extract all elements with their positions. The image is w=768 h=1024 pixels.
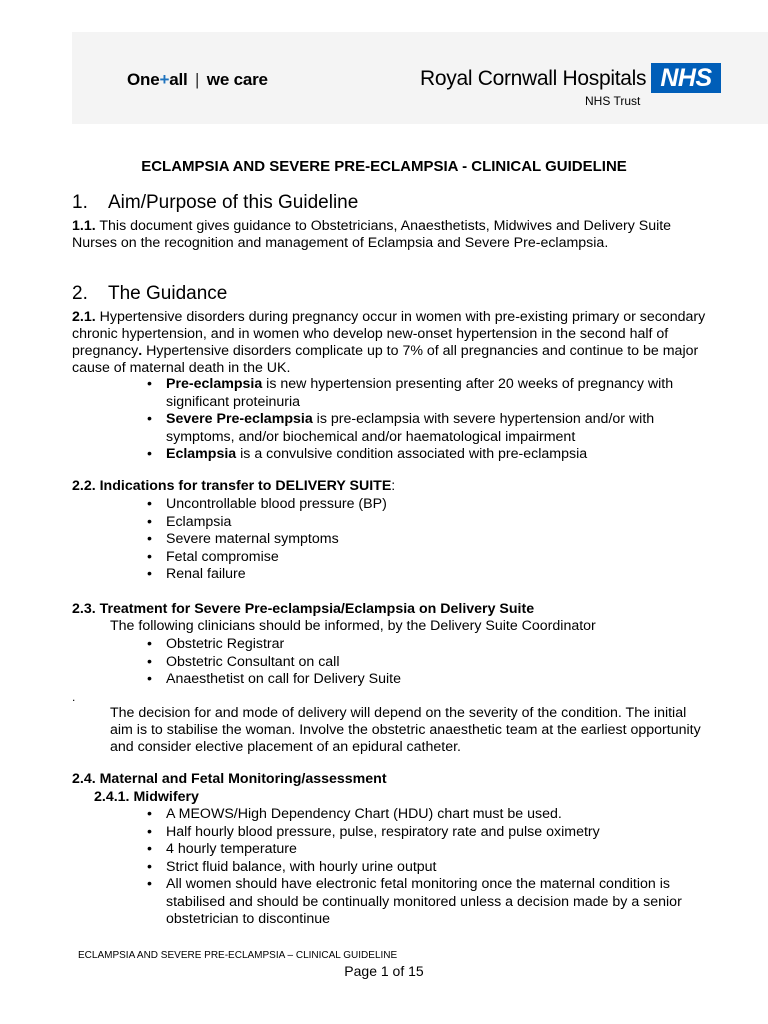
paragraph-text: This document gives guidance to Obstetricians, Anaesthetists, Midwives and Delivery Suite Nurses on the recognition and management of Eclampsia and Severe Pre-eclampsia. bbox=[72, 218, 672, 251]
list-item: • Anaesthetist on call for Delivery Suite bbox=[147, 671, 707, 689]
list-item: • Renal failure bbox=[147, 566, 707, 584]
definitions-list bbox=[147, 376, 707, 464]
list-item bbox=[147, 376, 707, 411]
clinicians-list bbox=[147, 636, 707, 689]
definition-term: Eclampsia bbox=[166, 446, 237, 462]
list-item bbox=[147, 411, 707, 446]
definition-text: is a convulsive condition associated with pre-eclampsia bbox=[236, 446, 588, 462]
org-subtitle: NHS Trust bbox=[585, 94, 641, 108]
list-item: • Fetal compromise bbox=[147, 549, 707, 567]
paragraph-1-1 bbox=[72, 218, 712, 252]
subsection-2-4-heading bbox=[72, 771, 387, 788]
trust-tagline bbox=[127, 70, 268, 90]
list-item: • Obstetric Registrar bbox=[147, 636, 707, 654]
tagline-plus: + bbox=[159, 70, 170, 89]
list-item: • Obstetric Consultant on call bbox=[147, 654, 707, 672]
subsection-title: 2.2. Indications for transfer to DELIVERY SUITE bbox=[72, 478, 392, 494]
tagline-all: all bbox=[169, 70, 188, 89]
section-1-number: 1. bbox=[72, 192, 88, 213]
section-2-title: The Guidance bbox=[108, 283, 228, 304]
subsection-2-4-1-heading bbox=[94, 789, 199, 806]
tagline-separator: | bbox=[195, 70, 200, 89]
subsection-2-3-intro: The following clinicians should be informed, by the Delivery Suite Coordinator bbox=[110, 618, 596, 634]
tagline-we-care: we care bbox=[206, 70, 268, 89]
document-title: ECLAMPSIA AND SEVERE PRE-ECLAMPSIA - CLINICAL GUIDELINE bbox=[141, 158, 627, 175]
footer-document-title: ECLAMPSIA AND SEVERE PRE-ECLAMPSIA – CLINICAL GUIDELINE bbox=[78, 950, 398, 961]
transfer-indications-list bbox=[147, 496, 707, 584]
paragraph-number: 2.1. bbox=[72, 309, 96, 325]
list-item bbox=[147, 446, 707, 464]
subsection-2-2-heading bbox=[72, 478, 395, 495]
midwifery-monitoring-list bbox=[147, 806, 707, 929]
nhs-logo: NHS bbox=[651, 63, 721, 93]
colon: : bbox=[391, 478, 396, 494]
list-item: • Strict fluid balance, with hourly urine output bbox=[147, 859, 707, 877]
org-name: Royal Cornwall Hospitals bbox=[420, 67, 647, 90]
paragraph-2-1 bbox=[72, 309, 717, 377]
definition-term: Pre-eclampsia bbox=[166, 376, 263, 392]
subsection-title: 2.3. Treatment for Severe Pre-eclampsia/Eclampsia on Delivery Suite bbox=[72, 601, 535, 617]
subsection-title: 2.4. Maternal and Fetal Monitoring/assessment bbox=[72, 771, 387, 787]
definition-term: Severe Pre-eclampsia bbox=[166, 411, 313, 427]
list-item: • Severe maternal symptoms bbox=[147, 531, 707, 549]
list-item: • All women should have electronic fetal monitoring once the maternal condition is stabilised and should be continually monitored unless a decision made by a senior obstetrician to discontinue bbox=[147, 876, 707, 929]
section-1-heading bbox=[72, 192, 358, 214]
list-item: • Uncontrollable blood pressure (BP) bbox=[147, 496, 707, 514]
section-1-title: Aim/Purpose of this Guideline bbox=[108, 192, 359, 213]
delivery-decision-paragraph: The decision for and mode of delivery will depend on the severity of the condition. The initial aim is to stabilise the woman. Involve the obstetric anaesthetic team at the earliest opportunity and consider elective placement of an epidural catheter. bbox=[110, 705, 701, 755]
definition-text: is pre-eclampsia with severe hypertension and/or with symptoms, and/or biochemical and/or haematological impairment bbox=[166, 411, 655, 445]
section-2-heading bbox=[72, 283, 227, 305]
stray-period: . bbox=[72, 690, 76, 704]
list-item: • Eclampsia bbox=[147, 514, 707, 532]
bold-period: . bbox=[138, 343, 143, 359]
list-item: • A MEOWS/High Dependency Chart (HDU) chart must be used. bbox=[147, 806, 707, 824]
paragraph-text: Hypertensive disorders complicate up to 7% of all pregnancies and continue to be major cause of maternal death in the UK. bbox=[72, 343, 699, 376]
paragraph-text: Hypertensive disorders during pregnancy occur in women with pre-existing primary or secondary chronic hypertension, and in women who develop new-onset hypertension in the second half of pregnancy bbox=[72, 309, 706, 359]
list-item: • 4 hourly temperature bbox=[147, 841, 707, 859]
section-2-number: 2. bbox=[72, 283, 88, 304]
definition-text: is new hypertension presenting after 20 weeks of pregnancy with significant proteinuria bbox=[166, 376, 674, 410]
subsection-title: 2.4.1. Midwifery bbox=[94, 789, 199, 805]
subsection-2-3-heading bbox=[72, 601, 534, 618]
tagline-one: One bbox=[127, 70, 160, 89]
list-item: • Half hourly blood pressure, pulse, respiratory rate and pulse oximetry bbox=[147, 824, 707, 842]
page-number: Page 1 of 15 bbox=[344, 963, 424, 979]
paragraph-number: 1.1. bbox=[72, 218, 96, 234]
